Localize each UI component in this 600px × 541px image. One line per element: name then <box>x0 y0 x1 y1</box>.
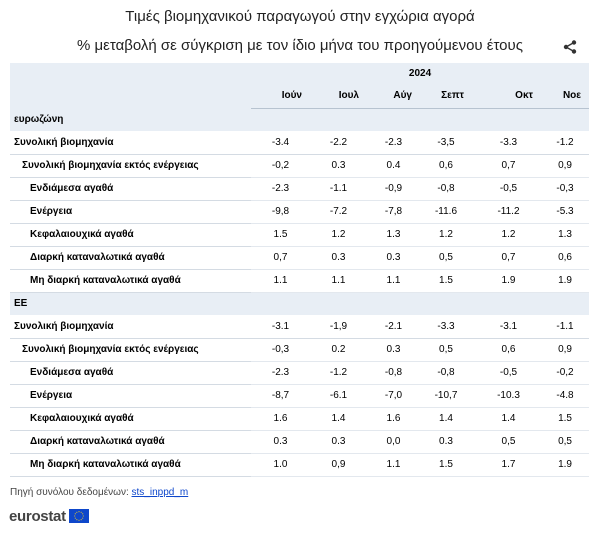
table-cell: -1.1 <box>541 315 589 338</box>
table-cell: 1.6 <box>251 407 310 430</box>
table-cell: 0.3 <box>367 338 420 361</box>
table-cell: 1.3 <box>367 223 420 246</box>
table-cell: 0.3 <box>367 246 420 269</box>
table-cell: -0,3 <box>251 338 310 361</box>
table-cell: 1.3 <box>541 223 589 246</box>
table-cell: -2.3 <box>367 131 420 154</box>
group-header-row <box>10 292 589 315</box>
table-cell: -7,8 <box>367 200 420 223</box>
table-cell: -7.2 <box>310 200 367 223</box>
table-cell: -3.1 <box>251 315 310 338</box>
source-dataset-link[interactable]: sts_inppd_m <box>131 487 189 498</box>
table-cell: 0.2 <box>310 338 367 361</box>
row-label: Συνολική βιομηχανία <box>10 315 251 338</box>
table-cell: 1.9 <box>472 269 541 292</box>
table-cell: -11.2 <box>472 200 541 223</box>
row-label: Συνολική βιομηχανία <box>10 131 251 154</box>
year-header-row <box>10 63 589 83</box>
table-row <box>10 430 589 453</box>
month-header-3: Σεπτ <box>420 83 472 108</box>
table-cell: -5.3 <box>541 200 589 223</box>
table-cell: 0,6 <box>472 338 541 361</box>
table-cell: 1.2 <box>420 223 472 246</box>
table-cell: -6.1 <box>310 384 367 407</box>
table-row <box>10 338 589 361</box>
table-cell: 0,5 <box>420 246 472 269</box>
month-header-0: Ιούν <box>251 83 310 108</box>
table-cell: -10.3 <box>472 384 541 407</box>
table-cell: 1.1 <box>367 269 420 292</box>
table-cell: 1.1 <box>367 453 420 476</box>
source-prefix: Πηγή συνόλου δεδομένων: <box>10 487 129 498</box>
table-cell: -3.3 <box>420 315 472 338</box>
table-cell: -1,9 <box>310 315 367 338</box>
table-cell: 1.2 <box>310 223 367 246</box>
table-row <box>10 131 589 154</box>
row-label: Συνολική βιομηχανία εκτός ενέργειας <box>10 338 251 361</box>
table-cell: 1.9 <box>541 453 589 476</box>
month-header-row <box>10 83 589 108</box>
table-row <box>10 384 589 407</box>
table-cell: -2.1 <box>367 315 420 338</box>
table-row <box>10 200 589 223</box>
table-cell: 1.7 <box>472 453 541 476</box>
table-row <box>10 223 589 246</box>
row-label: Διαρκή καταναλωτικά αγαθά <box>10 430 251 453</box>
table-cell: 0,5 <box>541 430 589 453</box>
table-cell: -0,8 <box>420 177 472 200</box>
table-cell: 0.3 <box>420 430 472 453</box>
table-cell: -7,0 <box>367 384 420 407</box>
table-cell: 0.3 <box>251 430 310 453</box>
table-cell: 1.9 <box>541 269 589 292</box>
table-row <box>10 154 589 177</box>
table-cell: 1.0 <box>251 453 310 476</box>
table-cell: -0,3 <box>541 177 589 200</box>
group-label: ευρωζώνη <box>10 108 589 131</box>
table-cell: -0,9 <box>367 177 420 200</box>
table-cell: 0.3 <box>310 246 367 269</box>
table-cell: -0,5 <box>472 361 541 384</box>
month-header-4: Οκτ <box>472 83 541 108</box>
table-cell: -0,2 <box>251 154 310 177</box>
group-label: ΕΕ <box>10 292 589 315</box>
row-label: Μη διαρκή καταναλωτικά αγαθά <box>10 453 251 476</box>
row-label: Συνολική βιομηχανία εκτός ενέργειας <box>10 154 251 177</box>
table-cell: 1.4 <box>472 407 541 430</box>
month-header-2: Αύγ <box>367 83 420 108</box>
eurostat-logo <box>9 506 89 526</box>
table-cell: -3.4 <box>251 131 310 154</box>
table-row <box>10 315 589 338</box>
table-cell: 1.5 <box>251 223 310 246</box>
eu-flag-icon <box>69 509 89 523</box>
table-cell: 0,5 <box>472 430 541 453</box>
table-row <box>10 246 589 269</box>
table-cell: 0.3 <box>310 430 367 453</box>
chart-subtitle: % μεταβολή σε σύγκριση με τον ίδιο μήνα του προηγούμενου έτους <box>77 37 523 54</box>
table-cell: 0,9 <box>310 453 367 476</box>
month-header-1: Ιουλ <box>310 83 367 108</box>
table-cell: -0,8 <box>367 361 420 384</box>
share-icon[interactable] <box>563 40 577 54</box>
table-cell: -1.2 <box>310 361 367 384</box>
table-cell: -11.6 <box>420 200 472 223</box>
table-cell: 1.1 <box>310 269 367 292</box>
table-cell: -3,5 <box>420 131 472 154</box>
table-cell: -0,5 <box>472 177 541 200</box>
table-row <box>10 453 589 476</box>
row-label: Ενέργεια <box>10 200 251 223</box>
row-label: Κεφαλαιουχικά αγαθά <box>10 407 251 430</box>
table-cell: 0,7 <box>472 154 541 177</box>
table-cell: -0,8 <box>420 361 472 384</box>
logo-text: eurostat <box>9 507 66 525</box>
table-cell: 1.4 <box>420 407 472 430</box>
table-cell: 1.5 <box>420 453 472 476</box>
table-cell: 0,0 <box>367 430 420 453</box>
table-cell: -1.1 <box>310 177 367 200</box>
table-cell: -10,7 <box>420 384 472 407</box>
chart-title: Τιμές βιομηχανικού παραγωγού στην εγχώρια αγορά <box>125 8 475 25</box>
row-label: Κεφαλαιουχικά αγαθά <box>10 223 251 246</box>
table-cell: 1.4 <box>310 407 367 430</box>
table-row <box>10 177 589 200</box>
table-cell: -4.8 <box>541 384 589 407</box>
table-cell: -8,7 <box>251 384 310 407</box>
table-row <box>10 361 589 384</box>
table-cell: 0,5 <box>420 338 472 361</box>
table-cell: -9,8 <box>251 200 310 223</box>
table-cell: 0,9 <box>541 338 589 361</box>
table-cell: 0,6 <box>541 246 589 269</box>
table-cell: 1.5 <box>420 269 472 292</box>
month-header-5: Νοε <box>541 83 589 108</box>
row-label: Ενέργεια <box>10 384 251 407</box>
source-note <box>10 487 188 498</box>
table-cell: -3.3 <box>472 131 541 154</box>
table-cell: -0,2 <box>541 361 589 384</box>
row-label: Ενδιάμεσα αγαθά <box>10 361 251 384</box>
year-header: 2024 <box>251 63 589 83</box>
table-row <box>10 407 589 430</box>
table-cell: 1.2 <box>472 223 541 246</box>
table-cell: 0,7 <box>472 246 541 269</box>
table-cell: 1.1 <box>251 269 310 292</box>
row-label: Διαρκή καταναλωτικά αγαθά <box>10 246 251 269</box>
table-cell: -2.3 <box>251 177 310 200</box>
table-cell: 0,7 <box>251 246 310 269</box>
table-cell: -2.2 <box>310 131 367 154</box>
data-table <box>10 63 589 477</box>
row-label: Ενδιάμεσα αγαθά <box>10 177 251 200</box>
row-label: Μη διαρκή καταναλωτικά αγαθά <box>10 269 251 292</box>
table-cell: 1.5 <box>541 407 589 430</box>
table-cell: -3.1 <box>472 315 541 338</box>
table-cell: 0.4 <box>367 154 420 177</box>
table-cell: -2.3 <box>251 361 310 384</box>
table-cell: 1.6 <box>367 407 420 430</box>
table-cell: 0,9 <box>541 154 589 177</box>
table-cell: -1.2 <box>541 131 589 154</box>
table-cell: 0,6 <box>420 154 472 177</box>
group-header-row <box>10 108 589 131</box>
table-row <box>10 269 589 292</box>
table-cell: 0.3 <box>310 154 367 177</box>
